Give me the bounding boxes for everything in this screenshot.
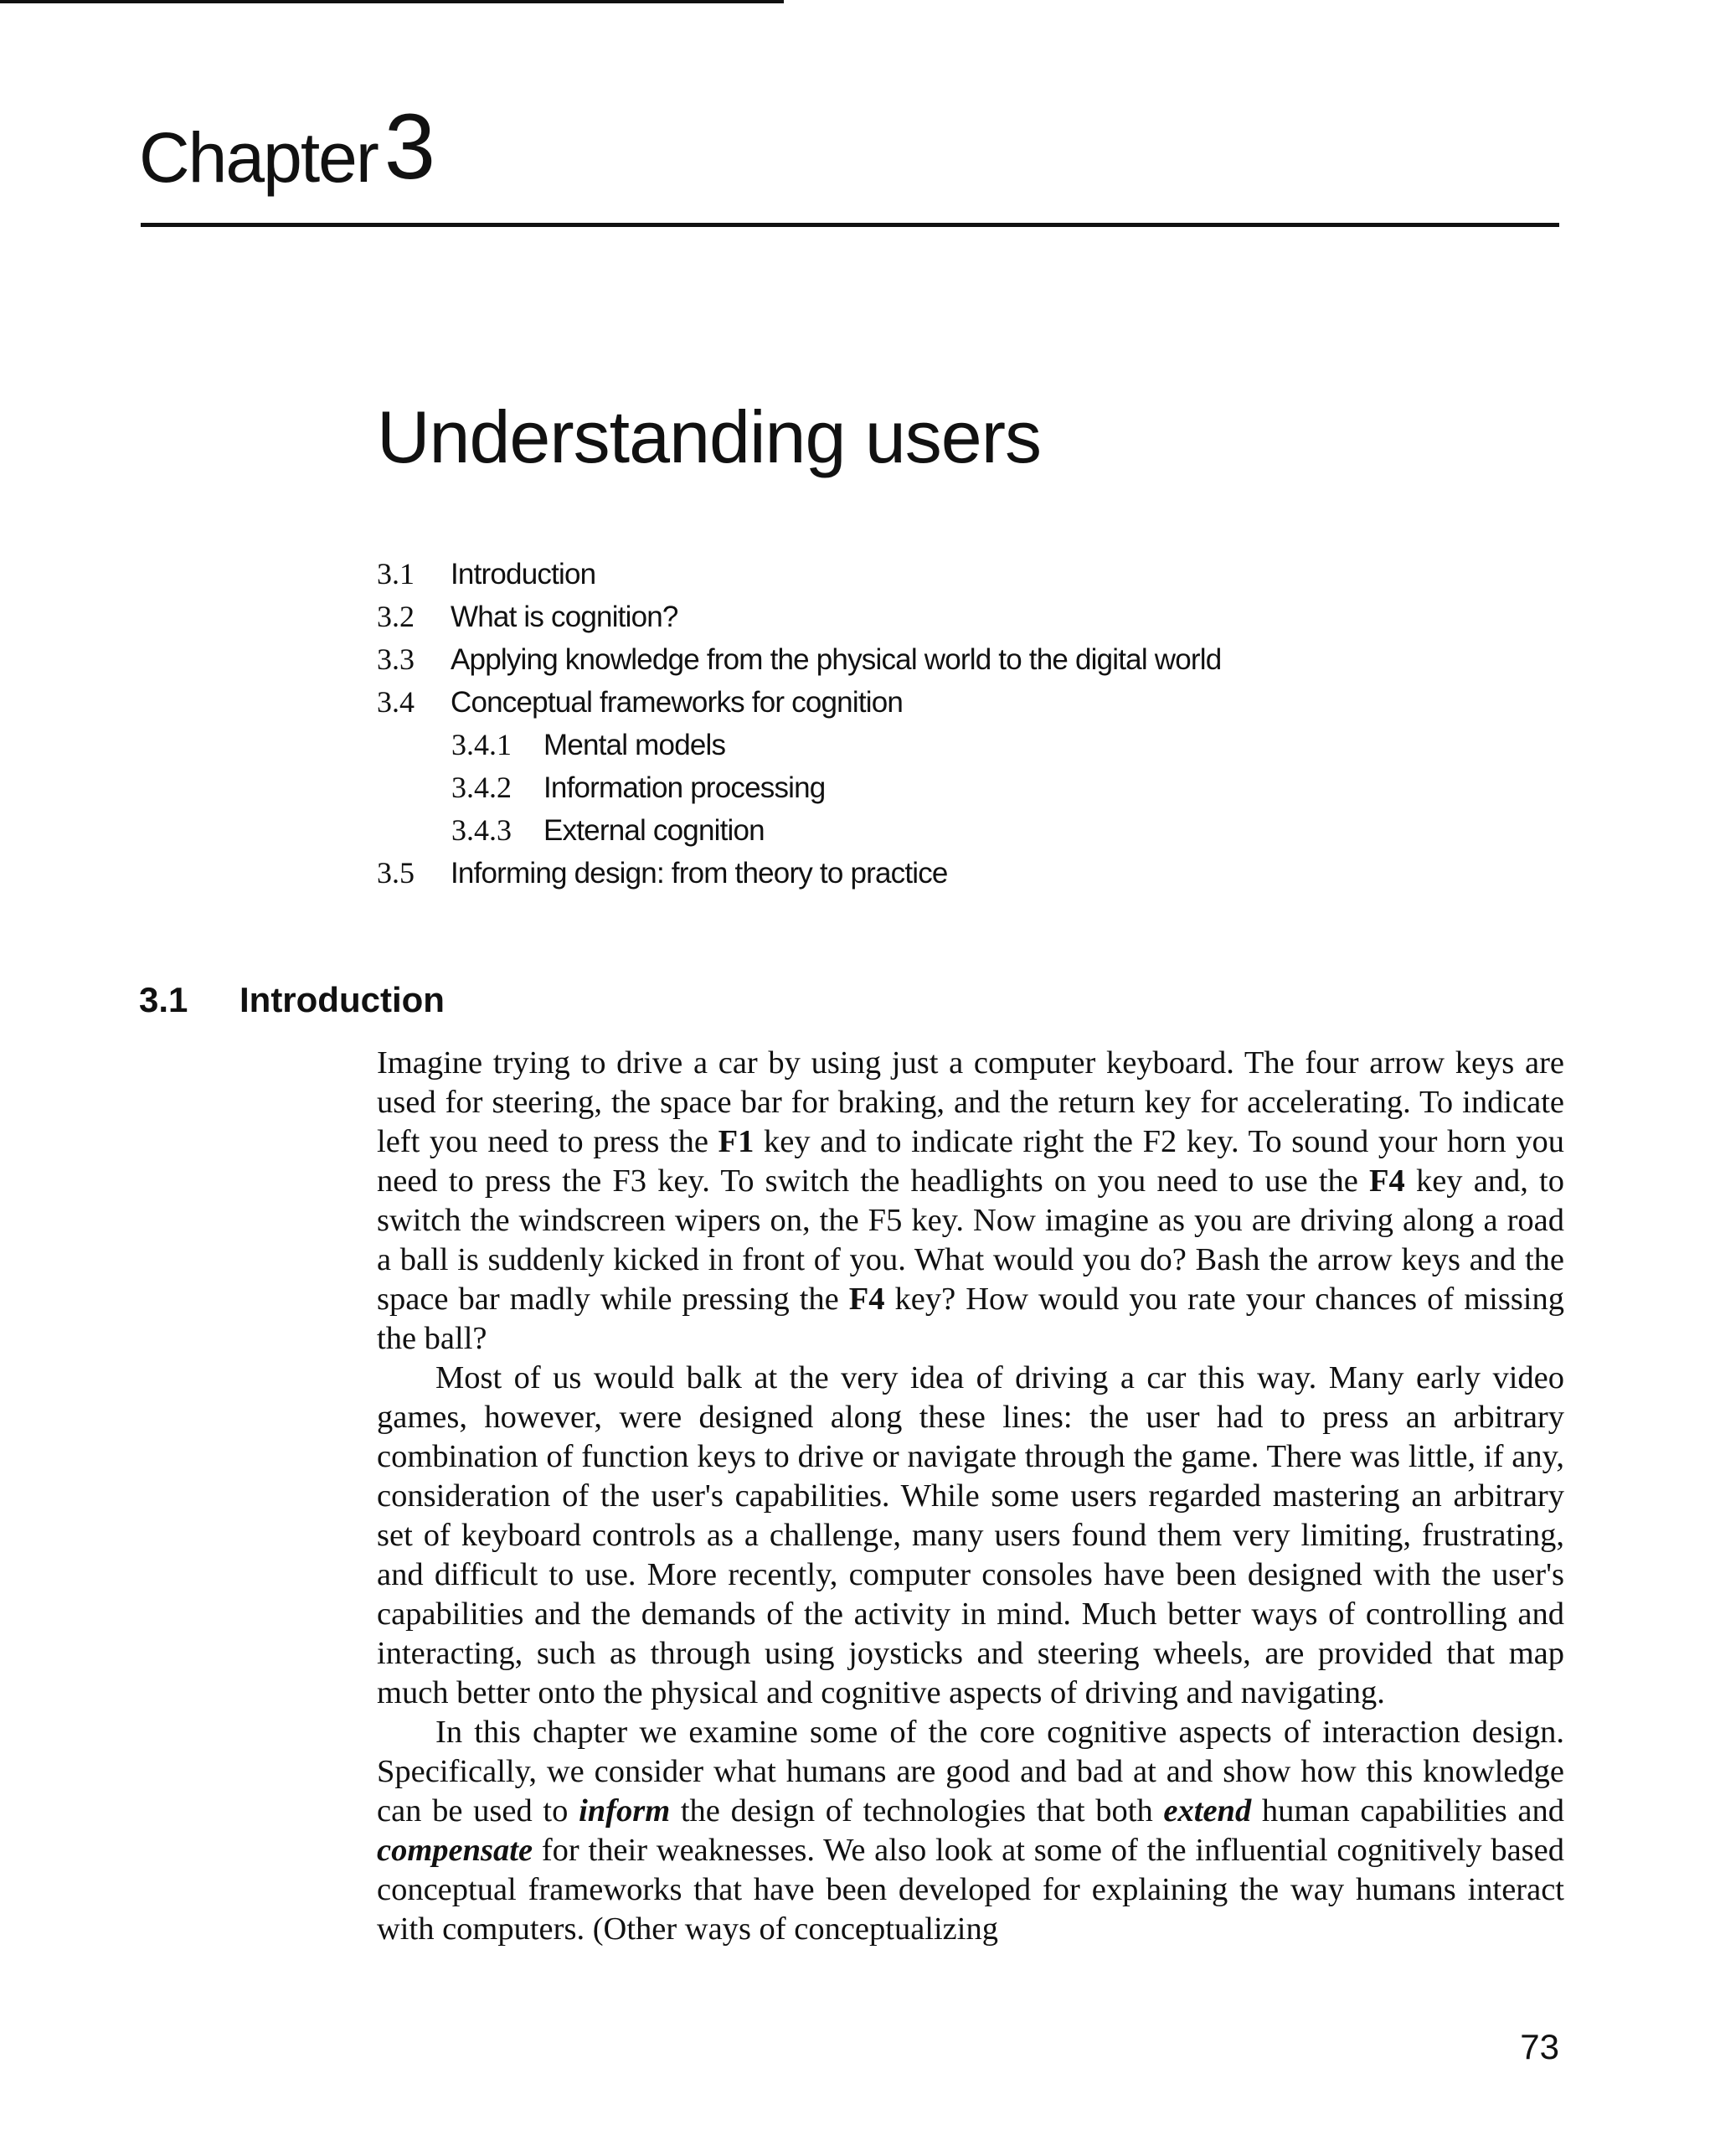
toc-entry — [377, 596, 1221, 638]
text-run: the design of technologies that both — [670, 1793, 1164, 1828]
toc-entry — [377, 553, 1221, 596]
toc-entry-label: Applying knowledge from the physical world to the digital world — [451, 643, 1222, 676]
page-number: 73 — [1520, 2027, 1559, 2066]
toc-entry-label: Information processing — [543, 771, 826, 804]
toc-entry-number: 3.4.1 — [451, 728, 512, 761]
chapter-number: 3 — [384, 95, 435, 199]
chapter-rule — [141, 223, 1559, 227]
bold-text: F4 — [848, 1282, 885, 1317]
toc-entry — [377, 681, 1221, 724]
emphasized-term: inform — [579, 1793, 671, 1828]
text-run: key and to indicate right the F2 key. To sound your horn you need to press the F3 key. To switch the headlights on you need to use the — [377, 1124, 1565, 1199]
toc-entry — [377, 852, 1221, 895]
toc-entry — [377, 638, 1221, 681]
text-run: key and, to switch the windscreen wipers on, the F5 key. Now imagine as you are driving along a road a ball is suddenly kicked in front of you. What would you do? Bash the arrow keys and the space bar madly while pressing the — [377, 1163, 1565, 1317]
toc-entry-number: 3.4 — [377, 685, 415, 719]
top-rule — [0, 0, 784, 3]
body-text — [377, 1044, 1564, 1949]
toc-entry-number: 3.3 — [377, 642, 415, 676]
toc-entry-label: External cognition — [543, 814, 765, 847]
text-run: Imagine trying to drive a car by using just a computer keyboard. The four arrow keys are used for steering, the space bar for braking, and the return key for accelerating. To indicate left you need to press the — [377, 1045, 1564, 1159]
toc-entry — [377, 809, 1221, 852]
chapter-label — [139, 95, 435, 199]
chapter-word: Chapter — [139, 118, 378, 197]
toc-entry-number: 3.5 — [377, 856, 415, 890]
toc-entry-number: 3.2 — [377, 600, 415, 633]
toc-entry-label: What is cognition? — [451, 601, 678, 633]
paragraph — [377, 1044, 1564, 1359]
toc-entry-number: 3.4.3 — [451, 813, 512, 847]
paragraph — [377, 1359, 1564, 1713]
text-run: for their weaknesses. We also look at some of the influential cognitively based conceptual frameworks that have been developed for explaining the way humans interact with computers. (Other ways of conceptualizing — [377, 1833, 1564, 1947]
toc-entry — [377, 724, 1221, 766]
text-run: In this chapter we examine some of the core cognitive aspects of interaction design. Specifically, we consider what humans are good and bad at and show how this knowledge can be used to — [377, 1715, 1564, 1828]
emphasized-term: extend — [1163, 1793, 1252, 1828]
text-run: Most of us would balk at the very idea of driving a car this way. Many early video games, however, were designed along these lines: the user had to press an arbitrary combination of function keys to drive or navigate through the game. There was little, if any, consideration of the user's capabilities. While some users regarded mastering an arbitrary set of keyboard controls as a challenge, many users found them very limiting, frustrating, and difficult to use. More recently, computer consoles have been designed with the user's capabilities and the demands of the activity in mind. Much better ways of controlling and interacting, such as through using joysticks and steering wheels, are provided that map much better onto the physical and cognitive aspects of driving and navigating. — [377, 1360, 1564, 1710]
chapter-title: Understanding users — [377, 395, 1042, 478]
toc-entry-number: 3.4.2 — [451, 771, 512, 804]
toc-entry-label: Informing design: from theory to practice — [451, 857, 948, 890]
bold-text: F4 — [1369, 1163, 1405, 1199]
toc-entry-label: Conceptual frameworks for cognition — [451, 686, 904, 719]
chapter-contents — [377, 553, 1221, 895]
paragraph — [377, 1713, 1564, 1949]
emphasized-term: compensate — [377, 1833, 533, 1868]
text-run: key? How would you rate your chances of missing the ball? — [377, 1282, 1564, 1356]
toc-entry-label: Introduction — [451, 558, 596, 591]
section-heading — [139, 980, 445, 1019]
bold-text: F1 — [718, 1124, 754, 1159]
toc-entry — [377, 766, 1221, 809]
section-number: 3.1 — [139, 980, 188, 1019]
section-title: Introduction — [239, 980, 445, 1019]
toc-entry-number: 3.1 — [377, 557, 415, 591]
toc-entry-label: Mental models — [543, 729, 726, 761]
text-run: human capabilities and — [1251, 1793, 1564, 1828]
